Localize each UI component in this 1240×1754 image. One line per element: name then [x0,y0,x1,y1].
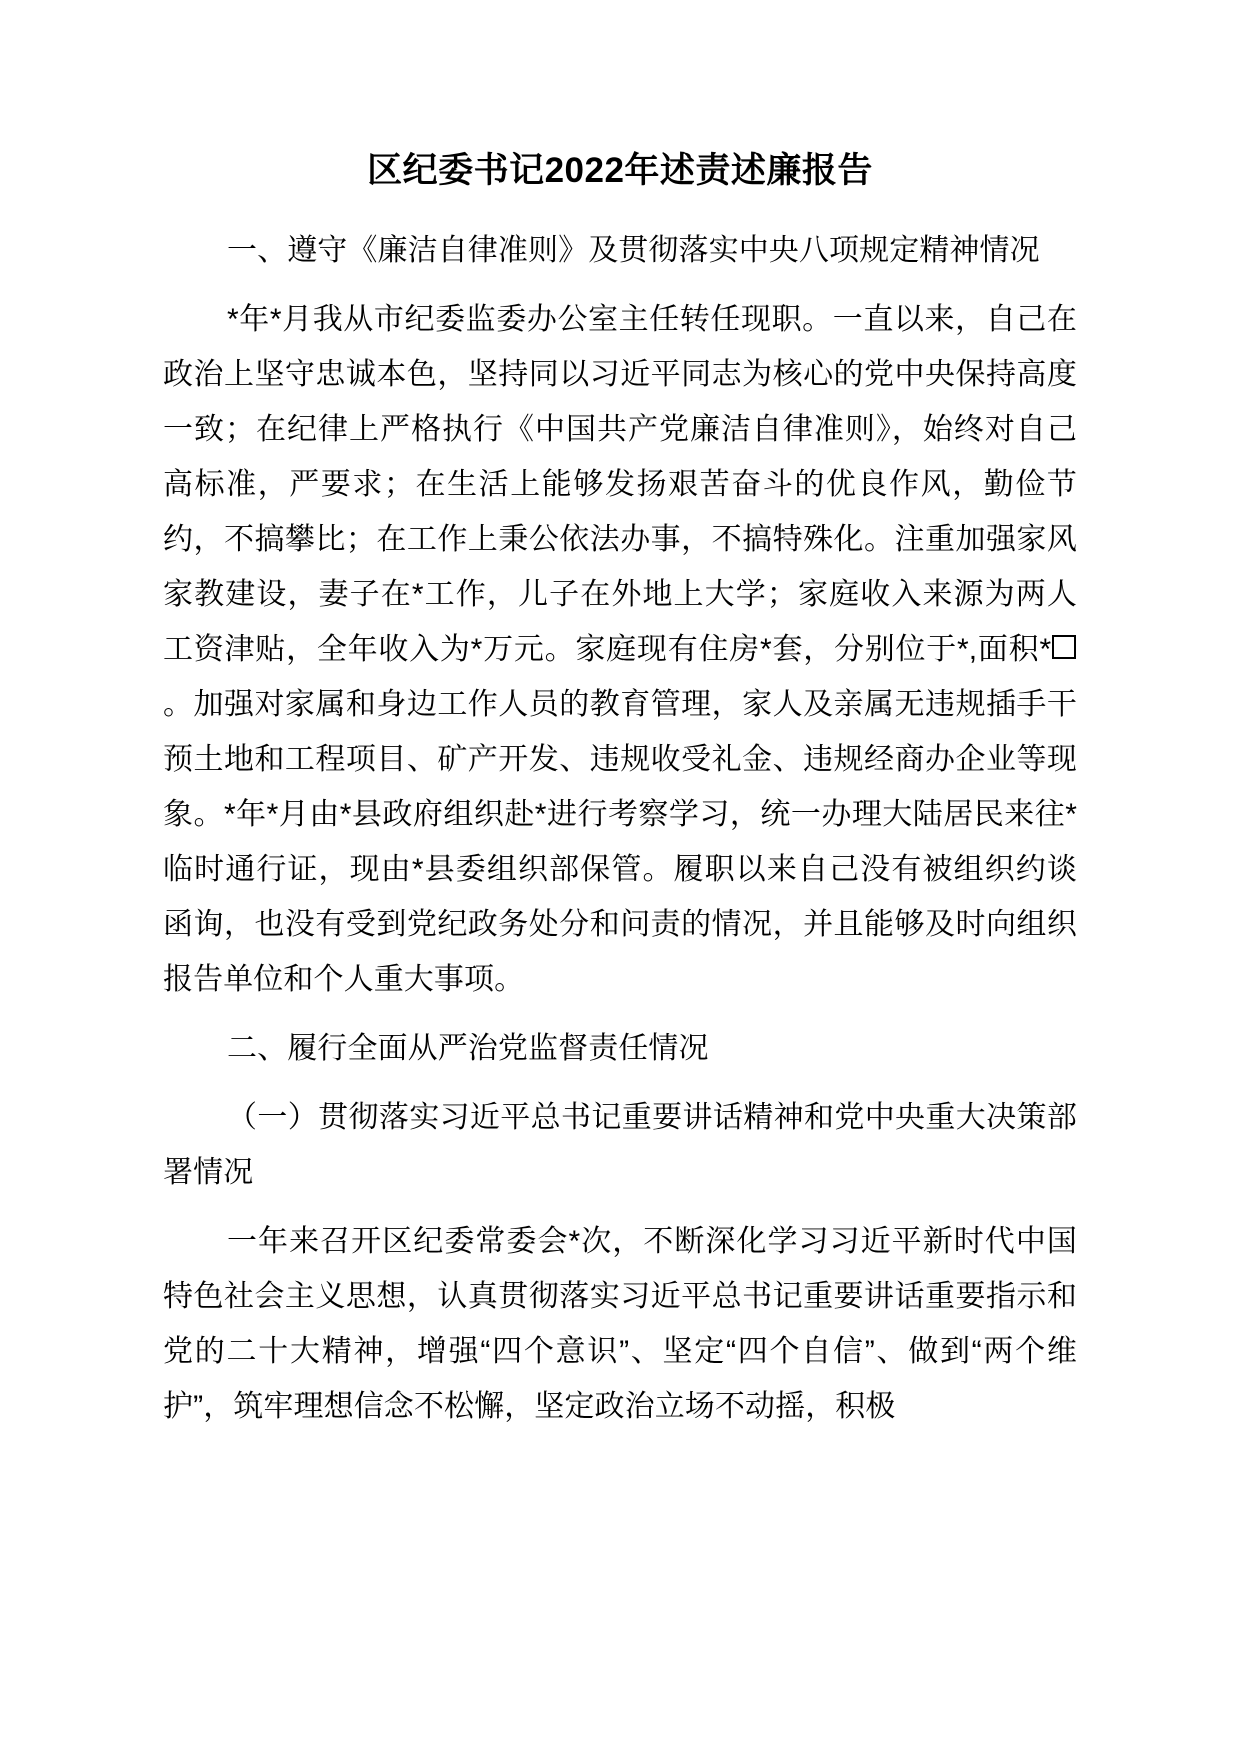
section-two-sub-one-heading: （一）贯彻落实习近平总书记重要讲话精神和党中央重大决策部署情况 [163,1100,1077,1189]
paragraph-spacer-3 [163,1076,1077,1090]
section-two-sub-one-body: 一年来召开区纪委常委会*次，不断深化学习习近平新时代中国特色社会主义思想，认真贯彻落实习近平总书记重要讲话重要指示和党的二十大精神，增强“四个意识”、坚定“四个自信”、做到“两个维护”，筑牢理想信念不松懈，坚定政治立场不动摇，积极 [163,1224,1077,1423]
section-one-body-text-part-1: *年*月我从市纪委监委办公室主任转任现职。一直以来，自己在政治上坚守忠诚本色，坚持同以习近平同志为核心的党中央保持高度一致；在纪律上严格执行《中国共产党廉洁自律准则》，始终对自己高标准，严要求；在生活上能够发扬艰苦奋斗的优良作风，勤俭节约，不搞攀比；在工作上秉公依法办事，不搞特殊化。注重加强家风家教建设，妻子在*工作，儿子在外地上大学；家庭收入来源为两人工资津贴，全年收入为*万元。家庭现有住房*套，分别位于*,面积* [163,302,1077,666]
paragraph-spacer-1 [163,278,1077,292]
title-spacer [163,195,1077,223]
section-one-heading: 一、遵守《廉洁自律准则》及贯彻落实中央八项规定精神情况 [227,233,1040,267]
section-one-body-text-part-2: 。加强对家属和身边工作人员的教育管理，家人及亲属无违规插手干预土地和工程项目、矿产开发、违规收受礼金、违规经商办企业等现象。*年*月由*县政府组织赴*进行考察学习，统一办理大陆居民来往*临时通行证，现由*县委组织部保管。履职以来自己没有被组织约谈函询，也没有受到党纪政务处分和问责的情况，并且能够及时向组织报告单位和个人重大事项。 [163,687,1077,996]
section-one-body [163,292,1077,1007]
paragraph-spacer-4 [163,1200,1077,1214]
missing-glyph-icon [1052,635,1077,659]
section-two-heading: 二、履行全面从严治党监督责任情况 [227,1031,709,1065]
page-title: 区纪委书记2022年述责述廉报告 [367,151,873,190]
paragraph-spacer-2 [163,1007,1077,1021]
document-body [163,0,1077,1434]
